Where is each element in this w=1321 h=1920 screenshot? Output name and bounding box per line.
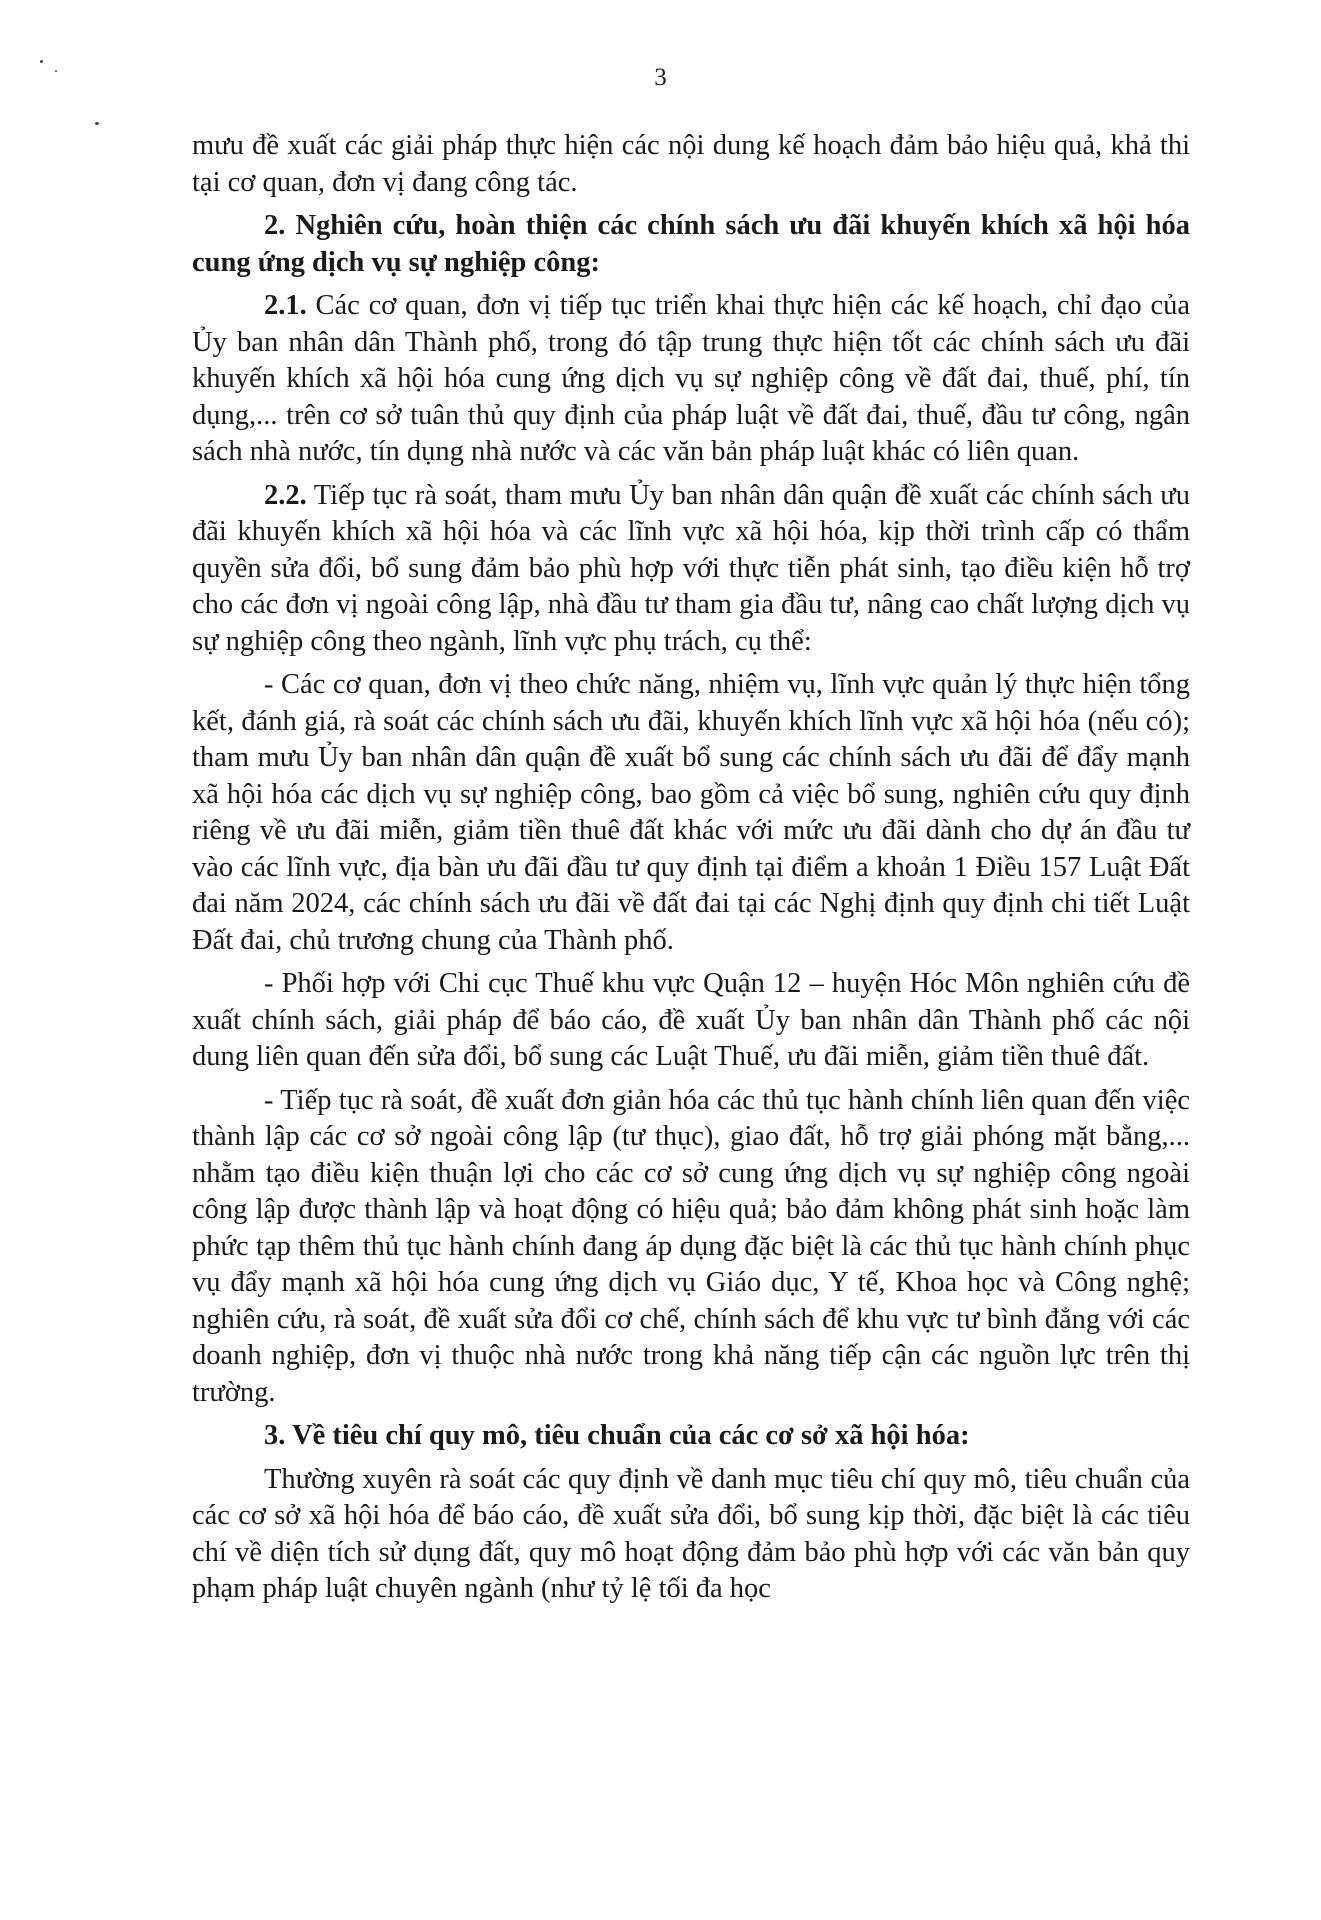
paragraph-3: Thường xuyên rà soát các quy định về danh mục tiêu chí quy mô, tiêu chuẩn của các cơ sở xã hội hóa để báo cáo, đề xuất sửa đổi, bổ sung kịp thời, đặc biệt là các tiêu chí về diện tích sử dụng đất, quy mô hoạt động đảm bảo phù hợp với các văn bản quy phạm pháp luật chuyên ngành (như tỷ lệ tối đa học [192,1463,1190,1604]
subsection-number: 2.2. [264,479,307,511]
paragraph-2-1 [192,288,1190,471]
paragraph-continuation: mưu đề xuất các giải pháp thực hiện các nội dung kế hoạch đảm bảo hiệu quả, khả thi tại cơ quan, đơn vị đang công tác. [192,130,1190,198]
paragraph-2-2 [192,478,1190,661]
bullet-paragraph: - Tiếp tục rà soát, đề xuất đơn giản hóa các thủ tục hành chính liên quan đến việc thành lập các cơ sở ngoài công lập (tư thục), giao đất, hỗ trợ giải phóng mặt bằng,... nhằm tạo điều kiện thuận lợi cho các cơ sở cung ứng dịch vụ sự nghiệp công ngoài công lập được thành lập và hoạt động có hiệu quả; bảo đảm không phát sinh hoặc làm phức tạp thêm thủ tục hành chính đang áp dụng đặc biệt là các thủ tục hành chính phục vụ đẩy mạnh xã hội hóa cung ứng dịch vụ Giáo dục, Y tế, Khoa học và Công nghệ; nghiên cứu, rà soát, đề xuất sửa đổi cơ chế, chính sách để khu vực tư bình đẳng với các doanh nghiệp, đơn vị thuộc nhà nước trong khả năng tiếp cận các nguồn lực trên thị trường. [192,1084,1190,1408]
paragraph-text: Tiếp tục rà soát, tham mưu Ủy ban nhân dân quận đề xuất các chính sách ưu đãi khuyến khích xã hội hóa và các lĩnh vực xã hội hóa, kịp thời trình cấp có thẩm quyền sửa đổi, bổ sung đảm bảo phù hợp với thực tiễn phát sinh, tạo điều kiện hỗ trợ cho các đơn vị ngoài công lập, nhà đầu tư tham gia đầu tư, nâng cao chất lượng dịch vụ sự nghiệp công theo ngành, lĩnh vực phụ trách, cụ thể: [192,479,1190,657]
bullet-paragraph: - Phối hợp với Chi cục Thuế khu vực Quận 12 – huyện Hóc Môn nghiên cứu đề xuất chính sách, giải pháp để báo cáo, đề xuất Ủy ban nhân dân Thành phố các nội dung liên quan đến sửa đổi, bổ sung các Luật Thuế, ưu đãi miễn, giảm tiền thuê đất. [192,968,1190,1072]
page-number: 3 [654,64,667,91]
section-heading-3: 3. Về tiêu chí quy mô, tiêu chuẩn của các cơ sở xã hội hóa: [264,1420,970,1451]
subsection-number: 2.1. [264,290,307,321]
document-body [192,128,1190,1615]
scan-speck [40,60,43,63]
bullet-paragraph: - Các cơ quan, đơn vị theo chức năng, nhiệm vụ, lĩnh vực quản lý thực hiện tổng kết, đánh giá, rà soát các chính sách ưu đãi, khuyến khích lĩnh vực xã hội hóa (nếu có); tham mưu Ủy ban nhân dân quận đề xuất bổ sung các chính sách ưu đãi để đẩy mạnh xã hội hóa các dịch vụ sự nghiệp công, bao gồm cả việc bổ sung, nghiên cứu quy định riêng về ưu đãi miễn, giảm tiền thuê đất khác với mức ưu đãi dành cho dự án đầu tư vào các lĩnh vực, địa bàn ưu đãi đầu tư quy định tại điểm a khoản 1 Điều 157 Luật Đất đai năm 2024, các chính sách ưu đãi về đất đai tại các Nghị định quy định chi tiết Luật Đất đai, chủ trương chung của Thành phố. [192,669,1190,956]
section-heading-2: 2. Nghiên cứu, hoàn thiện các chính sách ưu đãi khuyến khích xã hội hóa cung ứng dịch vụ sự nghiệp công: [192,210,1190,278]
paragraph-text: Các cơ quan, đơn vị tiếp tục triển khai thực hiện các kế hoạch, chỉ đạo của Ủy ban nhân dân Thành phố, trong đó tập trung thực hiện tốt các chính sách ưu đãi khuyến khích xã hội hóa cung ứng dịch vụ sự nghiệp công về đất đai, thuế, phí, tín dụng,... trên cơ sở tuân thủ quy định của pháp luật về đất đai, thuế, đầu tư công, ngân sách nhà nước, tín dụng nhà nước và các văn bản pháp luật khác có liên quan. [192,290,1190,467]
scan-speck [95,122,99,125]
